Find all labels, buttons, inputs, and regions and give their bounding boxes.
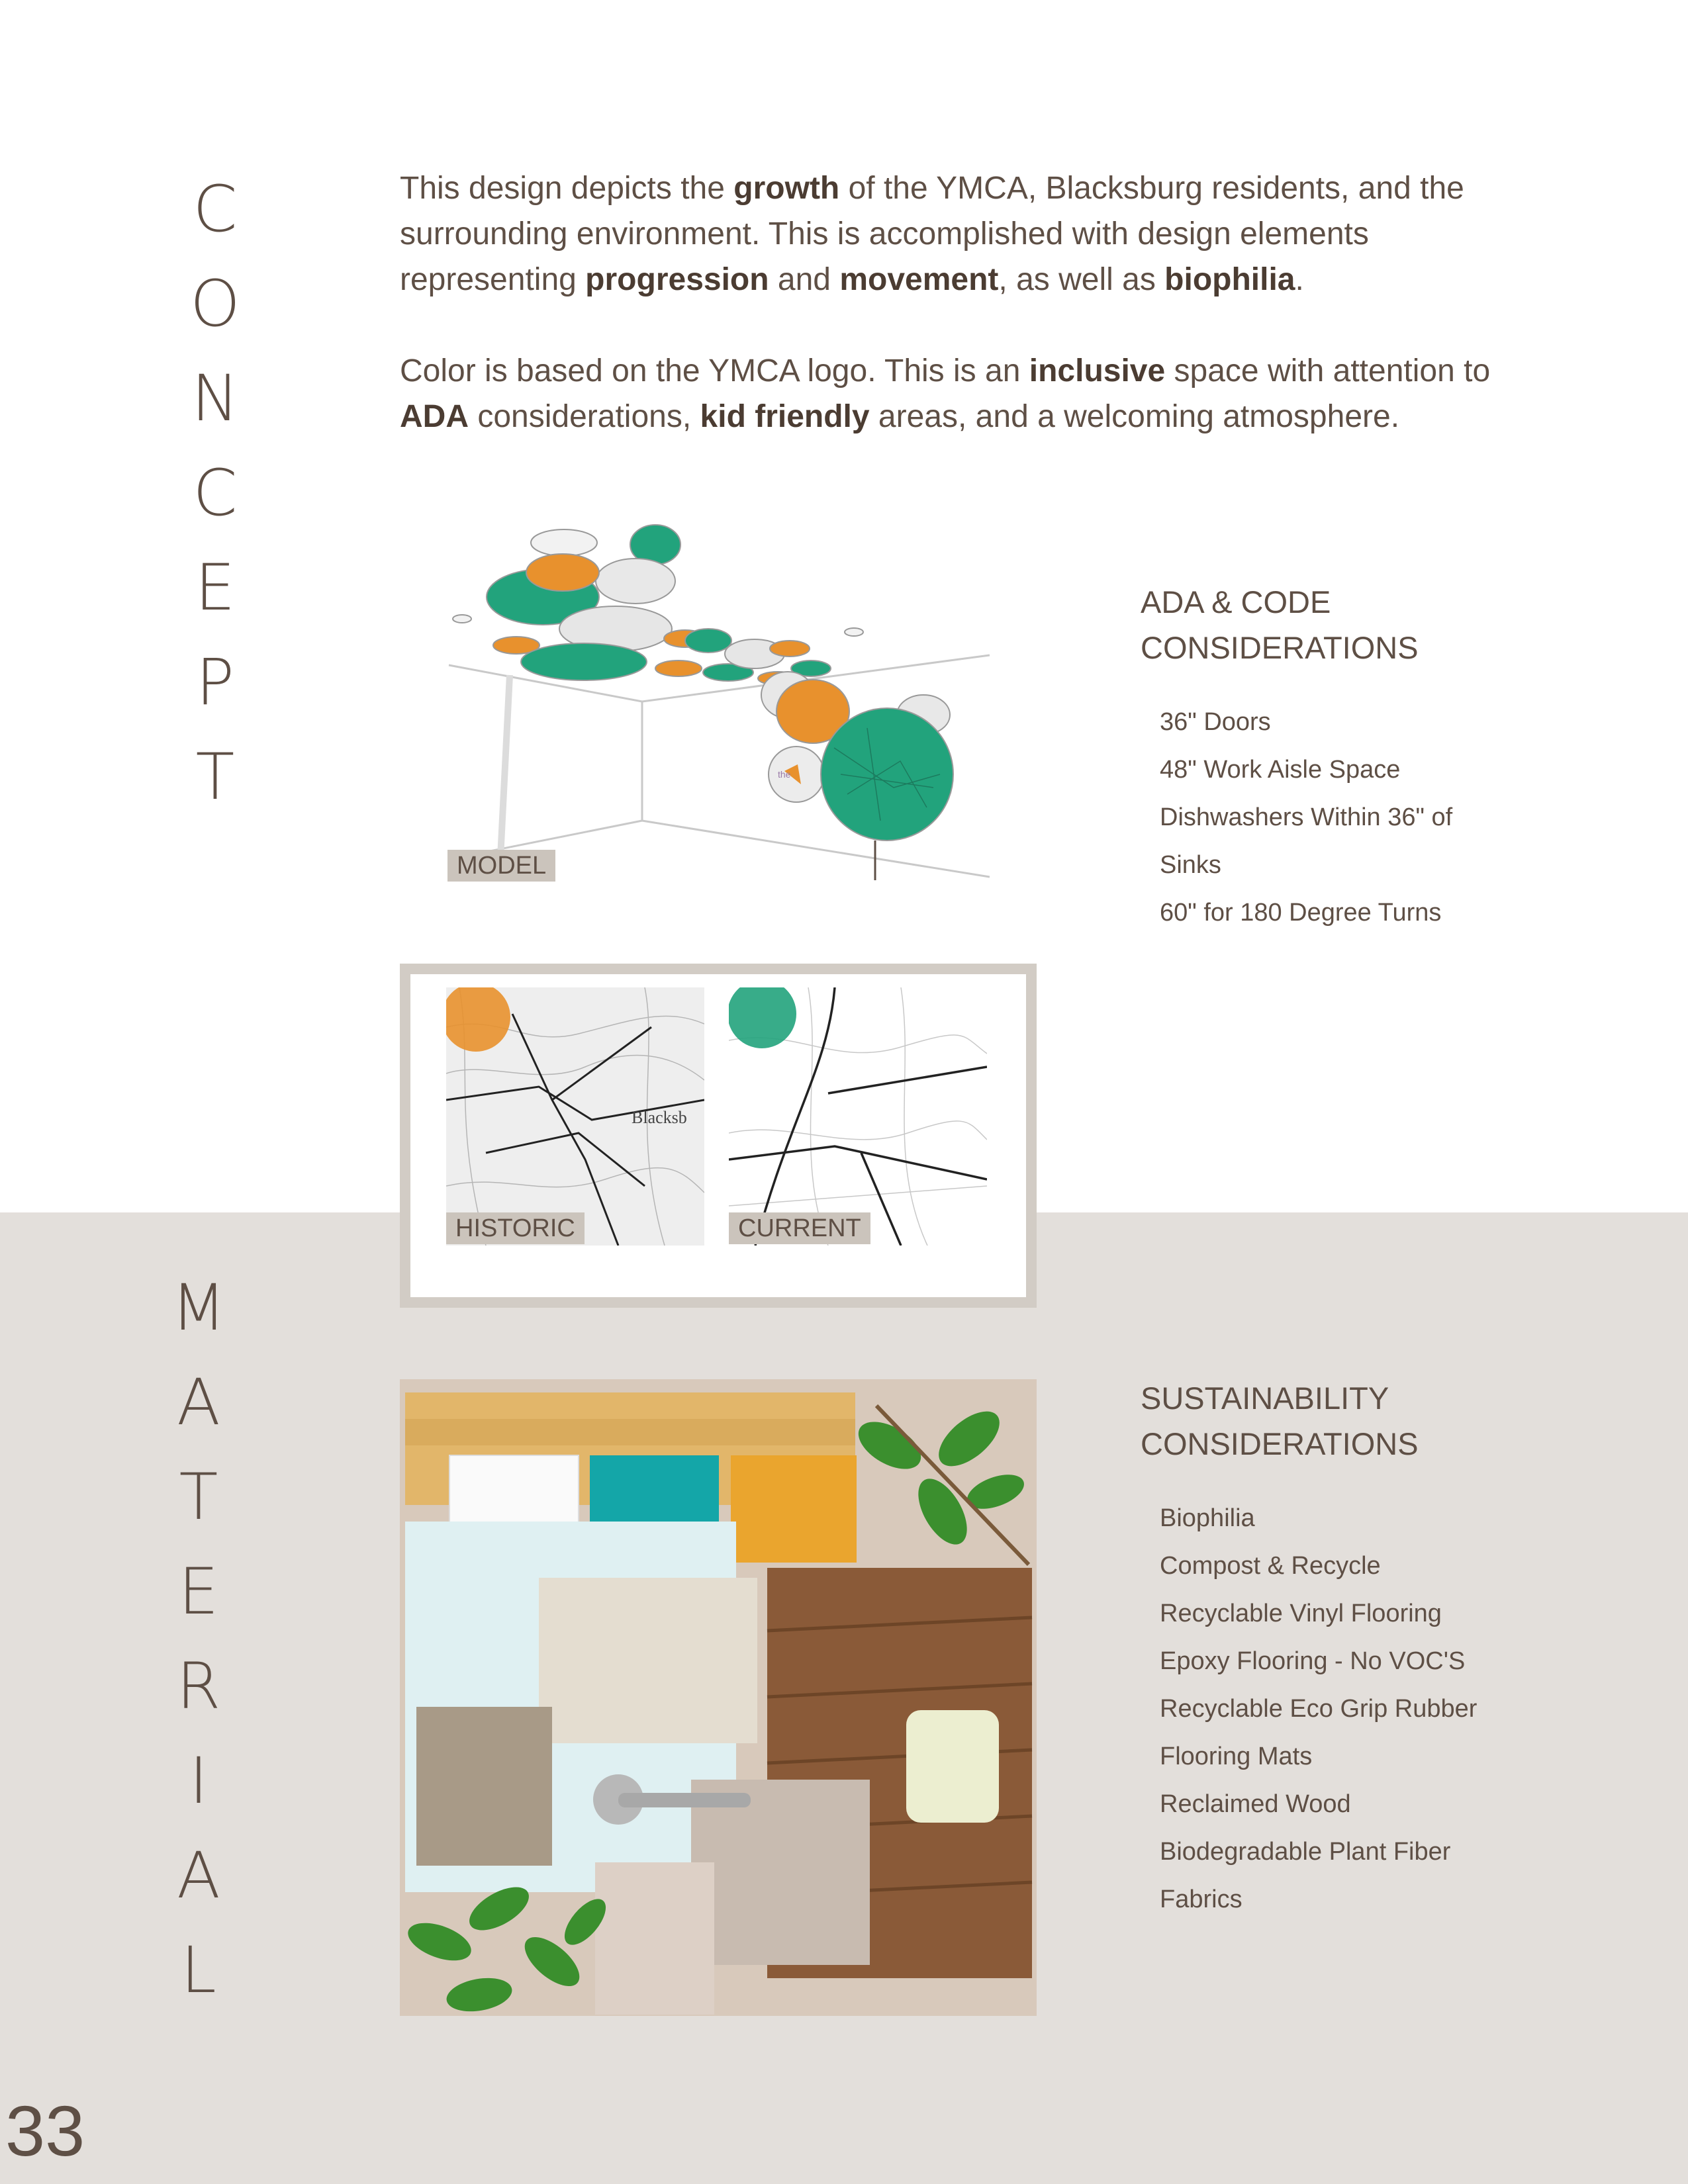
list-item: 48" Work Aisle Space <box>1160 756 1401 784</box>
text-run: This design depicts the <box>400 171 734 206</box>
text-run: areas, and a welcoming atmosphere. <box>869 399 1400 434</box>
ceiling-model-illustration <box>437 510 1006 880</box>
ada-heading-line2: CONSIDERATIONS <box>1141 630 1419 665</box>
intro-paragraph-2 <box>400 348 1512 439</box>
ceiling-model-drawing <box>437 510 1006 880</box>
emphasized-text: progression <box>585 262 769 297</box>
list-item: Flooring Mats <box>1160 1743 1313 1770</box>
text-run: and <box>769 262 840 297</box>
title-letter: R <box>176 1649 221 1723</box>
title-letter: C <box>193 172 238 246</box>
ymca-logo-text: the <box>778 769 791 780</box>
list-item: 36" Doors <box>1160 708 1271 736</box>
historic-map <box>446 987 704 1246</box>
list-item: 60" for 180 Degree Turns <box>1160 899 1442 927</box>
concept-vertical-title <box>179 162 252 825</box>
map-town-label: Blacksb <box>632 1108 687 1127</box>
list-item: Recyclable Vinyl Flooring <box>1160 1600 1442 1627</box>
title-letter: L <box>181 1933 216 2007</box>
current-map <box>729 987 987 1246</box>
ada-list <box>1160 698 1530 936</box>
title-letter: C <box>193 456 238 530</box>
concept-intro <box>400 165 1512 485</box>
emphasized-text: kid friendly <box>700 399 870 434</box>
title-letter: I <box>189 1744 209 1818</box>
text-run: considerations, <box>469 399 700 434</box>
page-number: 33 <box>5 2091 85 2171</box>
emphasized-text: inclusive <box>1029 353 1166 388</box>
current-map-drawing <box>729 987 987 1246</box>
material-sample-board <box>400 1379 1037 2016</box>
title-letter: T <box>195 740 235 814</box>
current-label: CURRENT <box>729 1212 870 1244</box>
emphasized-text: movement <box>839 262 999 297</box>
emphasized-text: growth <box>733 171 840 206</box>
list-item: Reclaimed Wood <box>1160 1790 1351 1818</box>
title-letter: O <box>190 267 240 341</box>
list-item: Compost & Recycle <box>1160 1552 1381 1580</box>
ada-heading <box>1141 579 1511 670</box>
historic-label: HISTORIC <box>446 1212 585 1244</box>
model-label: MODEL <box>447 850 555 882</box>
text-run: , as well as <box>998 262 1165 297</box>
intro-paragraph-1 <box>400 165 1512 302</box>
title-letter: E <box>195 551 236 625</box>
list-item: Biophilia <box>1160 1504 1255 1532</box>
emphasized-text: ADA <box>400 399 469 434</box>
sustainability-heading-line1: SUSTAINABILITY <box>1141 1381 1389 1416</box>
sustainability-list <box>1160 1494 1530 1923</box>
title-letter: P <box>196 645 234 719</box>
text-run: . <box>1295 262 1304 297</box>
title-letter: E <box>178 1555 219 1629</box>
title-letter: A <box>177 1365 220 1439</box>
map-comparison-frame <box>400 964 1037 1308</box>
list-item: Epoxy Flooring - No VOC'S <box>1160 1647 1466 1675</box>
ada-heading-line1: ADA & CODE <box>1141 584 1331 619</box>
sustainability-heading <box>1141 1375 1511 1467</box>
list-item: Sinks <box>1160 851 1221 879</box>
title-letter: M <box>171 1271 226 1345</box>
list-item: Biodegradable Plant Fiber <box>1160 1838 1451 1866</box>
emphasized-text: biophilia <box>1164 262 1295 297</box>
title-letter: N <box>191 361 239 435</box>
text-run: of the YMCA, Blacksburg residents, and the surrounding environment. This is accomplished with design elements representing <box>400 171 1464 297</box>
title-letter: A <box>177 1839 220 1913</box>
list-item: Dishwashers Within 36" of <box>1160 803 1453 831</box>
list-item: Fabrics <box>1160 1886 1243 1913</box>
text-run: Color is based on the YMCA logo. This is an <box>400 353 1029 388</box>
title-letter: T <box>179 1460 218 1534</box>
historic-map-drawing <box>446 987 704 1246</box>
list-item: Recyclable Eco Grip Rubber <box>1160 1695 1477 1723</box>
material-vertical-title <box>162 1261 235 2018</box>
text-run: space with attention to <box>1165 353 1491 388</box>
sustainability-heading-line2: CONSIDERATIONS <box>1141 1426 1419 1461</box>
